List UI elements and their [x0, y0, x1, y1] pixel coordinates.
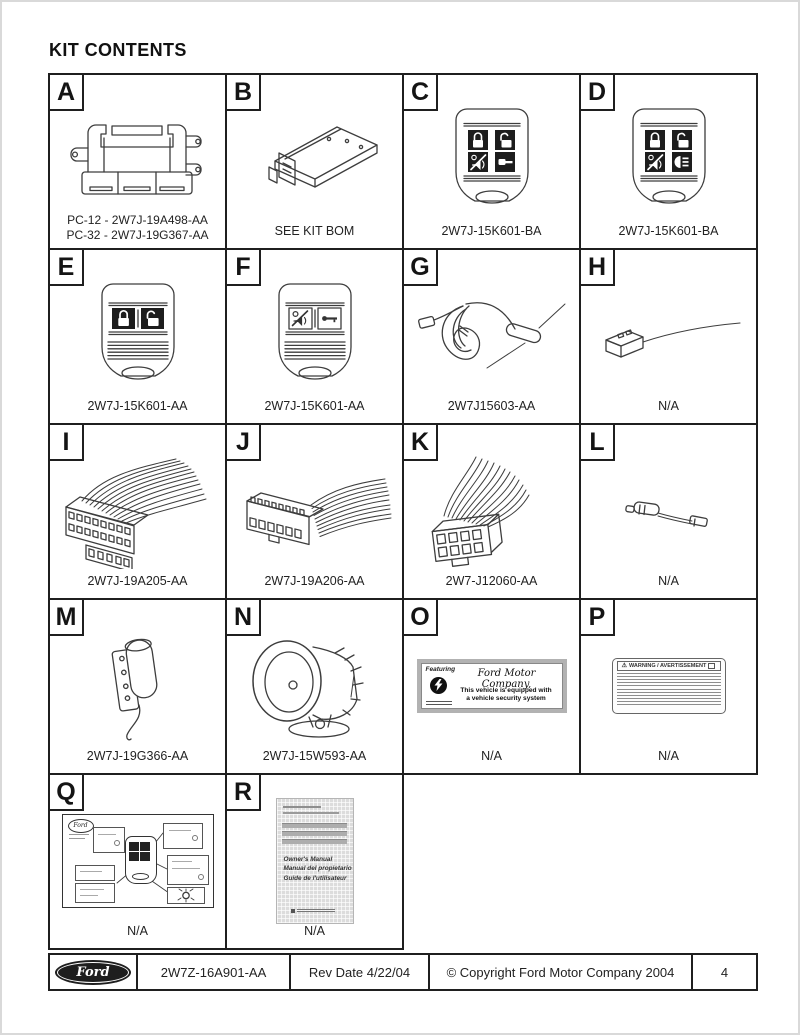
kit-cell-f [225, 248, 404, 425]
ford-oval-logo: Ford [55, 960, 131, 985]
manual-band [282, 839, 347, 844]
cell-letter: N [225, 598, 261, 636]
kit-cell-e [48, 248, 227, 425]
kit-cell-l [579, 423, 758, 600]
footer-copyright: © Copyright Ford Motor Company 2004 [428, 955, 691, 989]
card-remote-diagram [125, 836, 157, 884]
part-caption: 2W7J-15W593-AA [262, 749, 367, 763]
decal-fine-print [426, 701, 452, 706]
key-icon [322, 316, 337, 322]
callout-box [163, 823, 203, 849]
cell-letter: A [48, 73, 84, 111]
kit-cell-o [402, 598, 581, 775]
footer-page-number: 4 [691, 955, 756, 989]
kit-cell-c [402, 73, 581, 250]
part-caption: 2W7J-15K601-BA [618, 224, 719, 238]
kit-cell-b [225, 73, 404, 250]
cell-letter: D [579, 73, 615, 111]
warning-header-text: WARNING / AVERTISSEMENT [629, 662, 707, 669]
kit-cell-a [48, 73, 227, 250]
cell-letter: L [579, 423, 615, 461]
security-decal-illustration [404, 630, 579, 741]
part-caption: SEE KIT BOM [274, 224, 355, 238]
footer-part-number: 2W7Z-16A901-AA [136, 955, 289, 989]
part-caption: 2W7J-15K601-BA [441, 224, 542, 238]
cell-letter: O [402, 598, 438, 636]
kit-cell-g [402, 248, 581, 425]
remote-4-button-illustration [404, 105, 579, 216]
part-caption: N/A [658, 749, 679, 763]
part-caption: N/A [658, 574, 679, 588]
lightning-bolt-icon [430, 677, 447, 694]
cell-letter: E [48, 248, 84, 286]
kit-cell-h [579, 248, 758, 425]
warning-body-french [617, 689, 721, 705]
callout-box [75, 883, 115, 903]
part-caption: 2W7J-19A206-AA [264, 574, 365, 588]
bracket-module-illustration [227, 105, 402, 216]
jumper-cable-illustration [581, 455, 756, 566]
cell-letter: K [402, 423, 438, 461]
footer-rev-date: Rev Date 4/22/04 [289, 955, 428, 989]
part-caption: 2W7J-19A205-AA [87, 574, 188, 588]
kit-contents-grid [48, 73, 758, 950]
warning-label-illustration [581, 630, 756, 741]
led-indicator-illustration [50, 630, 225, 741]
wire-harness-medium-illustration [227, 455, 402, 566]
page-title: KIT CONTENTS [49, 40, 187, 60]
part-caption: PC-12 - 2W7J-19A498-AA PC-32 - 2W7J-19G367-AA [66, 213, 209, 242]
cell-letter: Q [48, 773, 84, 811]
part-caption: 2W7J-19G366-AA [86, 749, 189, 763]
card-fine-print [69, 838, 85, 840]
footer-logo-cell [50, 955, 136, 989]
warning-body-english [617, 673, 721, 686]
cell-letter: R [225, 773, 261, 811]
part-caption: N/A [127, 924, 148, 938]
remote-2-button-lock-illustration [50, 280, 225, 391]
warning-triangle-icon: ⚠ [621, 662, 628, 669]
callout-box [167, 855, 209, 885]
connector-wire-illustration [581, 280, 756, 391]
decal-brand-script: Ford Motor Company, [477, 667, 536, 690]
callout-box-horn [167, 887, 205, 904]
cell-letter: G [402, 248, 438, 286]
manual-footer-mark [291, 909, 335, 913]
cell-letter: I [48, 423, 84, 461]
part-caption: 2W7J-15K601-AA [264, 399, 365, 413]
kit-cell-i [48, 423, 227, 600]
cell-letter: B [225, 73, 261, 111]
owners-manual-illustration [227, 805, 402, 916]
kit-cell-r [225, 773, 404, 950]
cell-letter: C [402, 73, 438, 111]
part-caption: N/A [481, 749, 502, 763]
horn-burst-icon [168, 888, 204, 903]
wire-harness-small-illustration [404, 455, 579, 566]
cell-letter: F [225, 248, 261, 286]
decal-featuring-text: Featuring [425, 665, 456, 673]
callout-box [93, 827, 125, 853]
kit-cell-j [225, 423, 404, 600]
manual-band [282, 823, 347, 828]
wire-harness-large-illustration [50, 455, 225, 566]
callout-box [75, 865, 115, 881]
siren-illustration [227, 630, 402, 741]
manual-band [282, 831, 347, 836]
card-fine-print [69, 834, 89, 836]
part-caption: N/A [658, 399, 679, 413]
quick-reference-card-illustration [50, 805, 225, 916]
panic-mute-icon [292, 311, 307, 326]
cell-letter: J [225, 423, 261, 461]
manual-subtitle-line [283, 812, 339, 814]
cell-letter: M [48, 598, 84, 636]
part-caption: 2W7-J12060-AA [445, 574, 538, 588]
decal-message: This vehicle is equipped with a vehicle security system [460, 686, 552, 703]
battery-icon [708, 663, 715, 669]
kit-cell-q [48, 773, 227, 950]
kit-cell-m [48, 598, 227, 775]
remote-2-button-panic-key-illustration [227, 280, 402, 391]
manual-titles: Owner's Manual Manual del propietario Guide de l'utilisateur [283, 855, 352, 883]
ford-oval-logo-small: Ford [68, 819, 94, 833]
part-caption: 2W7J15603-AA [447, 399, 536, 413]
cell-letter: H [579, 248, 615, 286]
part-caption: N/A [304, 924, 325, 938]
antenna-wire-illustration [404, 280, 579, 391]
manual-script-line [283, 806, 321, 809]
kit-cell-d [579, 73, 758, 250]
remote-4-button-headlight-illustration [581, 105, 756, 216]
security-module-illustration [50, 105, 225, 216]
kit-cell-k [402, 423, 581, 600]
footer-bar [48, 953, 758, 991]
cell-letter: P [579, 598, 615, 636]
kit-cell-p [579, 598, 758, 775]
kit-cell-n [225, 598, 404, 775]
part-caption: 2W7J-15K601-AA [87, 399, 188, 413]
